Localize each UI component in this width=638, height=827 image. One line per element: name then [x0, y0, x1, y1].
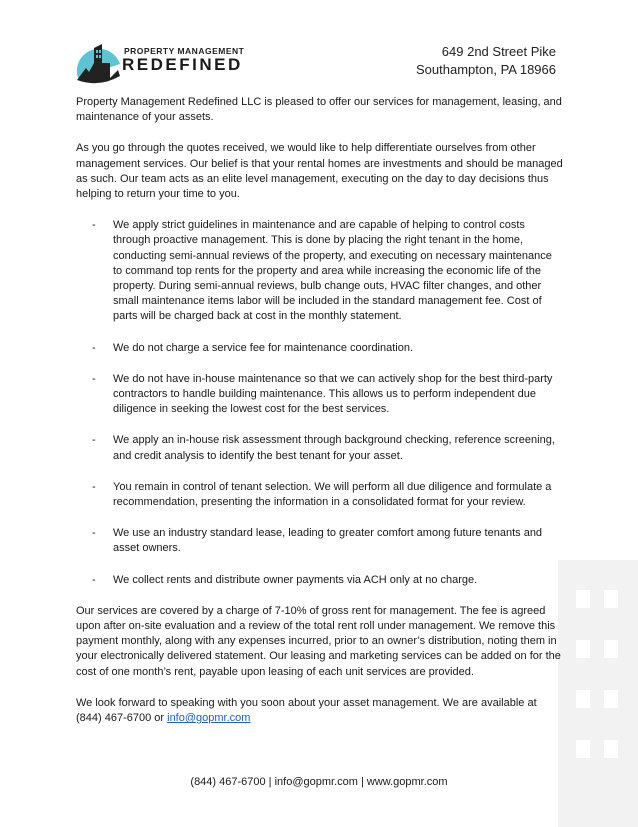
logo-wordmark: REDEFINED [122, 55, 243, 74]
list-item: - We apply an in-house risk assessment through background checking, reference screening, and credit analysis to identify the best tenant for your asset. [92, 433, 564, 463]
email-link[interactable]: info@gopmr.com [167, 712, 251, 725]
closing-paragraph [76, 696, 564, 726]
address-street: 649 2nd Street Pike [441, 44, 556, 59]
company-logo [74, 30, 254, 88]
differentiation-paragraph: As you go through the quotes received, we would like to help differentiate ourselves from other management services. Our belief is that your rental homes are investments and should be managed as such. Our team acts as an elite level management, executing on the day to day decisions thus helping to return your time to you. [76, 142, 563, 201]
company-address [416, 43, 556, 79]
letter-body [76, 95, 564, 742]
fee-paragraph: Our services are covered by a charge of 7-10% of gross rent for management. The fee is agreed upon after on-site evaluation and a review of the total rent roll under management. We remove this payment monthly, along with any expenses incurred, prior to an owner’s distribution, noting them in your electronically delivered statement. Our leasing and marketing services can be added on for the cost of one month’s rent, payable upon leasing of each unit services are provided. [76, 604, 561, 678]
list-item: - You remain in control of tenant selection. We will perform all due diligence and formulate a recommendation, presenting the information in a consolidated format for your review. [92, 480, 564, 510]
services-list [76, 218, 564, 588]
list-item: - We apply strict guidelines in maintenance and are capable of helping to control costs through proactive management. This is done by placing the right tenant in the home, conducting semi-annual reviews of the property, and executing on necessary maintenance to command top rents for the property and area while increasing the economic life of the property. During semi-annual reviews, bulb change outs, HVAC filter changes, and other small maintenance items labor will be included in the standard management fee. Cost of parts will be charged back at cost in the monthly statement. [92, 218, 564, 324]
logo-building-icon [74, 30, 124, 88]
address-city: Southampton, PA 18966 [416, 62, 556, 77]
list-item: - We use an industry standard lease, leading to greater comfort among future tenants and asset owners. [92, 526, 564, 556]
list-item: - We collect rents and distribute owner payments via ACH only at no charge. [92, 573, 564, 588]
list-item: - We do not have in-house maintenance so that we can actively shop for the best third-party contractors to handle building maintenance. This allows us to perform independent due diligence in seeking the lowest cost for the best services. [92, 372, 564, 418]
logo-tagline: PROPERTY MANAGEMENT [124, 46, 245, 56]
list-item: - We do not charge a service fee for maintenance coordination. [92, 341, 564, 356]
closing-text: We look forward to speaking with you soon about your asset management. We are available at (844) 467-6700 or [76, 696, 537, 725]
footer-contact: (844) 467-6700 | info@gopmr.com | www.gopmr.com [190, 776, 448, 788]
intro-paragraph: Property Management Redefined LLC is pleased to offer our services for management, leasing, and maintenance of your assets. [76, 96, 562, 124]
